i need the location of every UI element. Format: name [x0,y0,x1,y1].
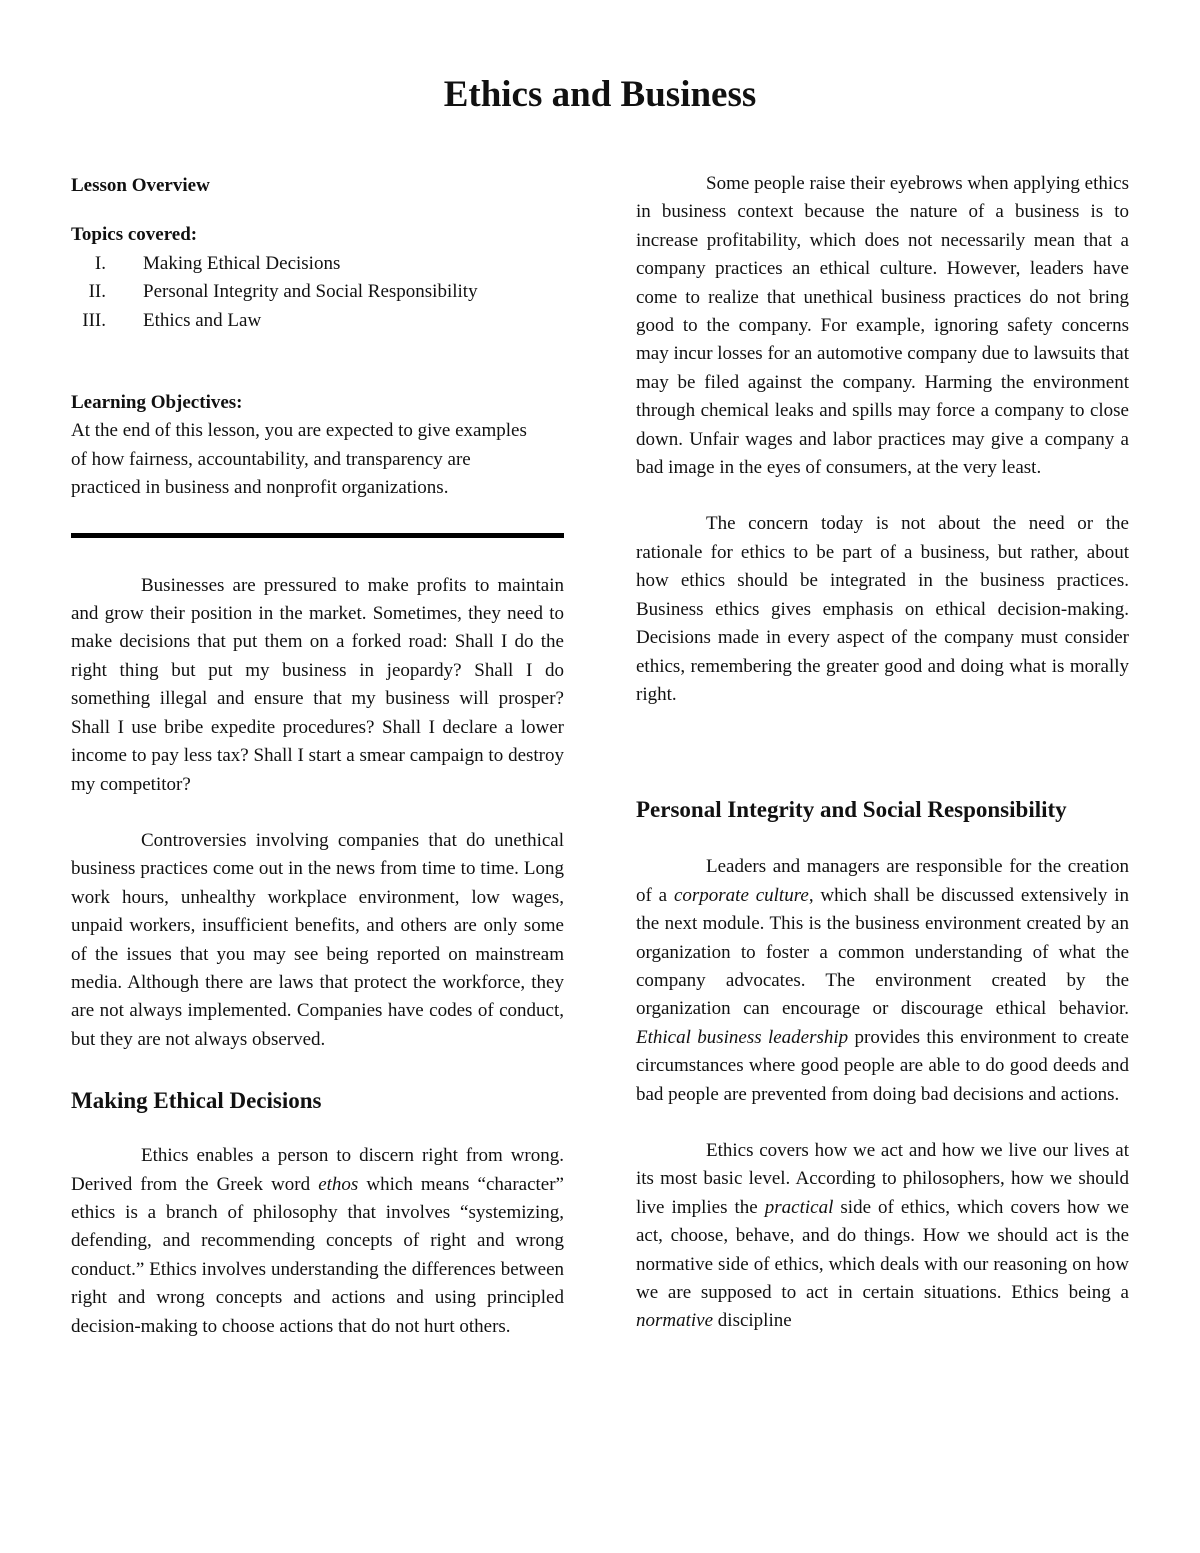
normative-term: normative [636,1310,714,1332]
learning-objectives-label: Learning Objectives: [71,392,243,414]
making-ethical-paragraph: Ethics enables a person to discern right from wrong. Derived from the Greek word ethos which means “character” ethics is a branch of philosophy that involves “systemizing, defending, and recommending concepts of right and wrong conduct.” Ethics involves understanding the differences between right and wrong concepts and actions and using principled decision-making to choose actions that do not hurt others. [71,1145,564,1337]
ethical-business-leadership-term: Ethical business leadership [636,1026,849,1048]
topic-text: Personal Integrity and Social Responsibility [143,281,478,303]
topic-number: I. [94,252,106,274]
list-item [71,250,564,278]
intro-paragraph-1: Businesses are pressured to make profits to maintain and grow their position in the market. Sometimes, they need to make decisions that put them on a forked road: Shall I do the right thing but put my business in jeopardy? Shall I do something illegal and ensure that my business will prosper? Shall I use bribe expedite procedures? Shall I declare a lower income to pay less tax? Shall I start a smear campaign to destroy my competitor? [71,574,564,795]
business-context-paragraph: Some people raise their eyebrows when applying ethics in business context because the nature of a business is to increase profitability, which does not necessarily mean that a company practices an ethical culture. However, leaders have come to realize that unethical business practices do not bring good to the company. For example, ignoring safety concerns may incur losses for an automotive company due to lawsuits that may be filed against the company. Harming the environment through chemical leaks and spills may force a company to close down. Unfair wages and labor practices may give a company a bad image in the eyes of consumers, at the very least. [636,173,1129,479]
learning-objectives-text: At the end of this lesson, you are expected to give examples of how fairness, accountability, and transparency are practiced in business and nonprofit organizations. [71,420,527,499]
section-divider [71,533,564,538]
list-item [71,278,564,306]
personal-integrity-heading: Personal Integrity and Social Responsibility [636,797,1067,823]
making-ethical-decisions-heading: Making Ethical Decisions [71,1088,322,1114]
corporate-culture-paragraph: Leaders and managers are responsible for the creation of a corporate culture, which shall be discussed extensively in the next module. This is the business environment created by an organization to foster a common understanding of what the company advocates. The environment created by the organization can encourage or discourage ethical behavior. Ethical business leadership provides this environment to create circumstances where good people are able to do good deeds and bad people are prevented from doing bad decisions and actions. [636,856,1129,1105]
right-column [636,170,1129,1336]
corporate-culture-term: corporate culture [673,884,809,906]
ethics-integration-paragraph: The concern today is not about the need or the rationale for ethics to be part of a business, but rather, about how ethics should be integrated in the business practices. Business ethics gives emphasis on ethical decision-making. Decisions made in every aspect of the company must consider ethics, remembering the greater good and doing what is morally right. [636,513,1129,705]
intro-paragraph-2: Controversies involving companies that do unethical business practices come out in the news from time to time. Long work hours, unhealthy workplace environment, low wages, unpaid workers, insufficient benefits, and others are only some of the issues that you may see being reported on mainstream media. Although there are laws that protect the workforce, they are not always implemented. Companies have codes of conduct, but they are not always observed. [71,829,564,1050]
topic-text: Ethics and Law [143,309,262,331]
topics-list [71,250,564,335]
ethics-coverage-paragraph: Ethics covers how we act and how we live our lives at its most basic level. According to philosophers, how we should live implies the practical side of ethics, which covers how we act, choose, behave, and do things. How we should act is the normative side of ethics, which deals with our reasoning on how we are supposed to act in certain situations. Ethics being a normative discipline [636,1139,1129,1332]
list-item [71,307,564,335]
left-column [71,170,564,1341]
ethos-term: ethos [318,1173,359,1195]
topic-number: II. [88,281,106,303]
practical-term: practical [764,1196,834,1218]
topic-text: Making Ethical Decisions [143,252,341,274]
lesson-overview-label: Lesson Overview [71,175,210,196]
topic-number: III. [82,309,106,331]
topics-covered-label: Topics covered: [71,224,198,246]
document-title: Ethics and Business [443,74,757,115]
